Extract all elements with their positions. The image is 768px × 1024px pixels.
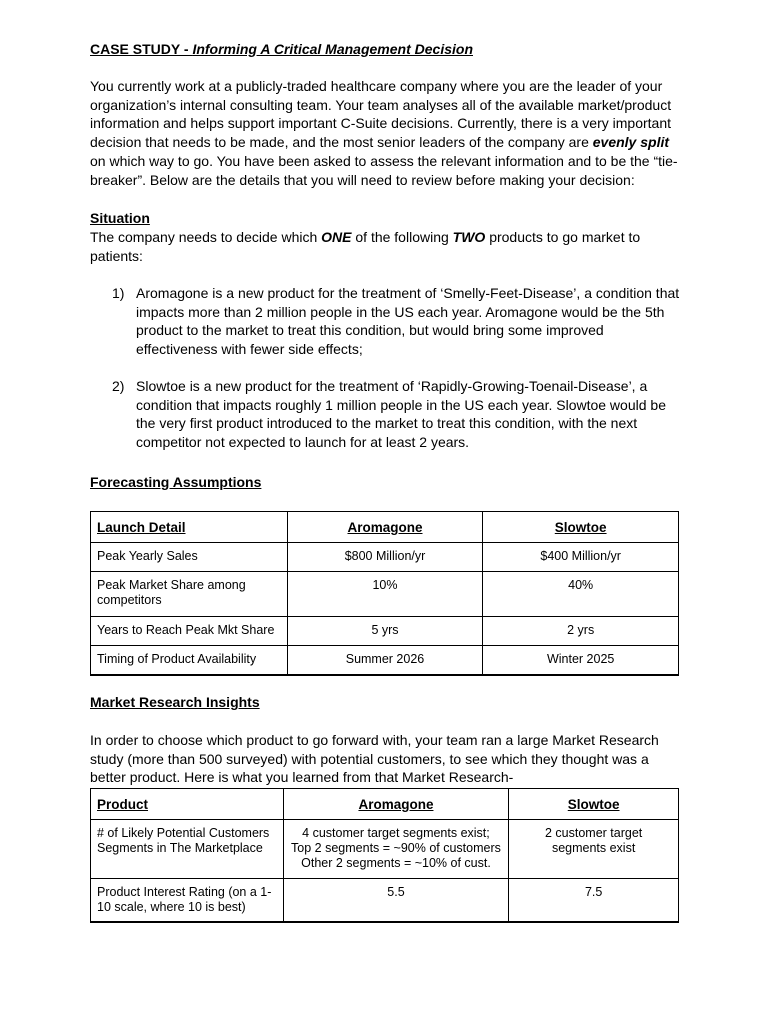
situation-text-c: products to go market to patients: [90, 229, 641, 264]
intro-paragraph [90, 77, 680, 189]
list-item [112, 377, 680, 452]
cell-line: Top 2 segments = ~90% of customers [291, 841, 501, 855]
intro-emphasis: evenly split [592, 134, 670, 151]
table-row [91, 820, 679, 879]
situation-em-two: TWO [452, 229, 486, 245]
table-cell: 2 yrs [483, 617, 679, 646]
intro-text-2: on which way to go. You have been asked to assess the relevant information and to be the “tie-breaker”. Below are the details that you will need to review before making your decision: [90, 152, 678, 188]
situation-heading: Situation [90, 210, 150, 226]
table-header-cell: Slowtoe [483, 512, 679, 543]
cell-line: 4 customer target segments exist; [302, 826, 490, 840]
list-item-text: Aromagone is a new product for the treatment of ‘Smelly-Feet-Disease’, a condition that impacts more than 2 million people in the US each year. Aromagone would be the 5th product to the market to treat this condition, but would bring some improved effectiveness with fewer side effects; [136, 285, 680, 358]
table-cell [283, 820, 509, 879]
table-header-cell: Aromagone [287, 512, 483, 543]
table-cell: Winter 2025 [483, 646, 679, 676]
table-header-cell: Slowtoe [509, 789, 679, 820]
document-title [90, 40, 473, 58]
table-cell: 5.5 [283, 879, 509, 923]
situation-em-one: ONE [321, 229, 352, 245]
table-cell: Peak Yearly Sales [91, 543, 288, 572]
table-cell [509, 820, 679, 879]
table-header-cell: Launch Detail [91, 512, 288, 543]
forecasting-table [90, 511, 679, 676]
research-paragraph: In order to choose which product to go forward with, your team ran a large Market Research study (more than 500 surveyed) with potential customers, to see which they thought was a better product. Here is what you learned from that Market Research- [90, 732, 659, 786]
table-header-row [91, 512, 679, 543]
list-item-number: 1) [112, 285, 125, 301]
table-cell: Summer 2026 [287, 646, 483, 676]
table-row [91, 879, 679, 923]
table-cell: $400 Million/yr [483, 543, 679, 572]
situation-paragraph [90, 228, 680, 265]
list-item [112, 284, 680, 359]
situation-text-b: of the following [351, 229, 453, 245]
product-list [112, 284, 680, 452]
cell-line: 2 customer target [545, 826, 643, 840]
table-row [91, 572, 679, 617]
table-cell: 5 yrs [287, 617, 483, 646]
table-header-cell: Product [91, 789, 284, 820]
table-cell: Product Interest Rating (on a 1-10 scale, where 10 is best) [91, 879, 284, 923]
title-prefix: CASE STUDY - [90, 41, 193, 57]
table-cell: 40% [483, 572, 679, 617]
research-heading: Market Research Insights [90, 694, 260, 710]
table-row [91, 617, 679, 646]
table-cell: 7.5 [509, 879, 679, 923]
cell-line: segments exist [551, 841, 636, 855]
list-item-number: 2) [112, 377, 125, 394]
table-cell: Peak Market Share among competitors [91, 572, 288, 617]
table-cell: Timing of Product Availability [91, 646, 288, 676]
table-cell: 10% [287, 572, 483, 617]
forecasting-heading: Forecasting Assumptions [90, 474, 262, 490]
table-cell: Years to Reach Peak Mkt Share [91, 617, 288, 646]
title-italic: Informing A Critical Management Decision [192, 41, 473, 57]
table-row [91, 646, 679, 676]
cell-line: Other 2 segments = ~10% of cust. [301, 856, 491, 870]
table-header-cell: Aromagone [283, 789, 509, 820]
situation-text-a: The company needs to decide which [90, 229, 322, 245]
table-row [91, 543, 679, 572]
list-item-text: Slowtoe is a new product for the treatment of ‘Rapidly-Growing-Toenail-Disease’, a condition that impacts roughly 1 million people in the US each year. Slowtoe would be the very first product introduced to the market to treat this condition, with the next competitor not expected to launch for at least 2 years. [136, 377, 666, 450]
table-header-row [91, 789, 679, 820]
research-table [90, 788, 679, 923]
table-cell: $800 Million/yr [287, 543, 483, 572]
table-cell: # of Likely Potential Customers Segments in The Marketplace [91, 820, 284, 879]
intro-text-1: You currently work at a publicly-traded healthcare company where you are the leader of your organization’s internal consulting team. Your team analyses all of the available market/product information and helps support important C-Suite decisions. Currently, there is a very important decision that needs to be made, and the most senior leaders of the company are [90, 78, 672, 151]
